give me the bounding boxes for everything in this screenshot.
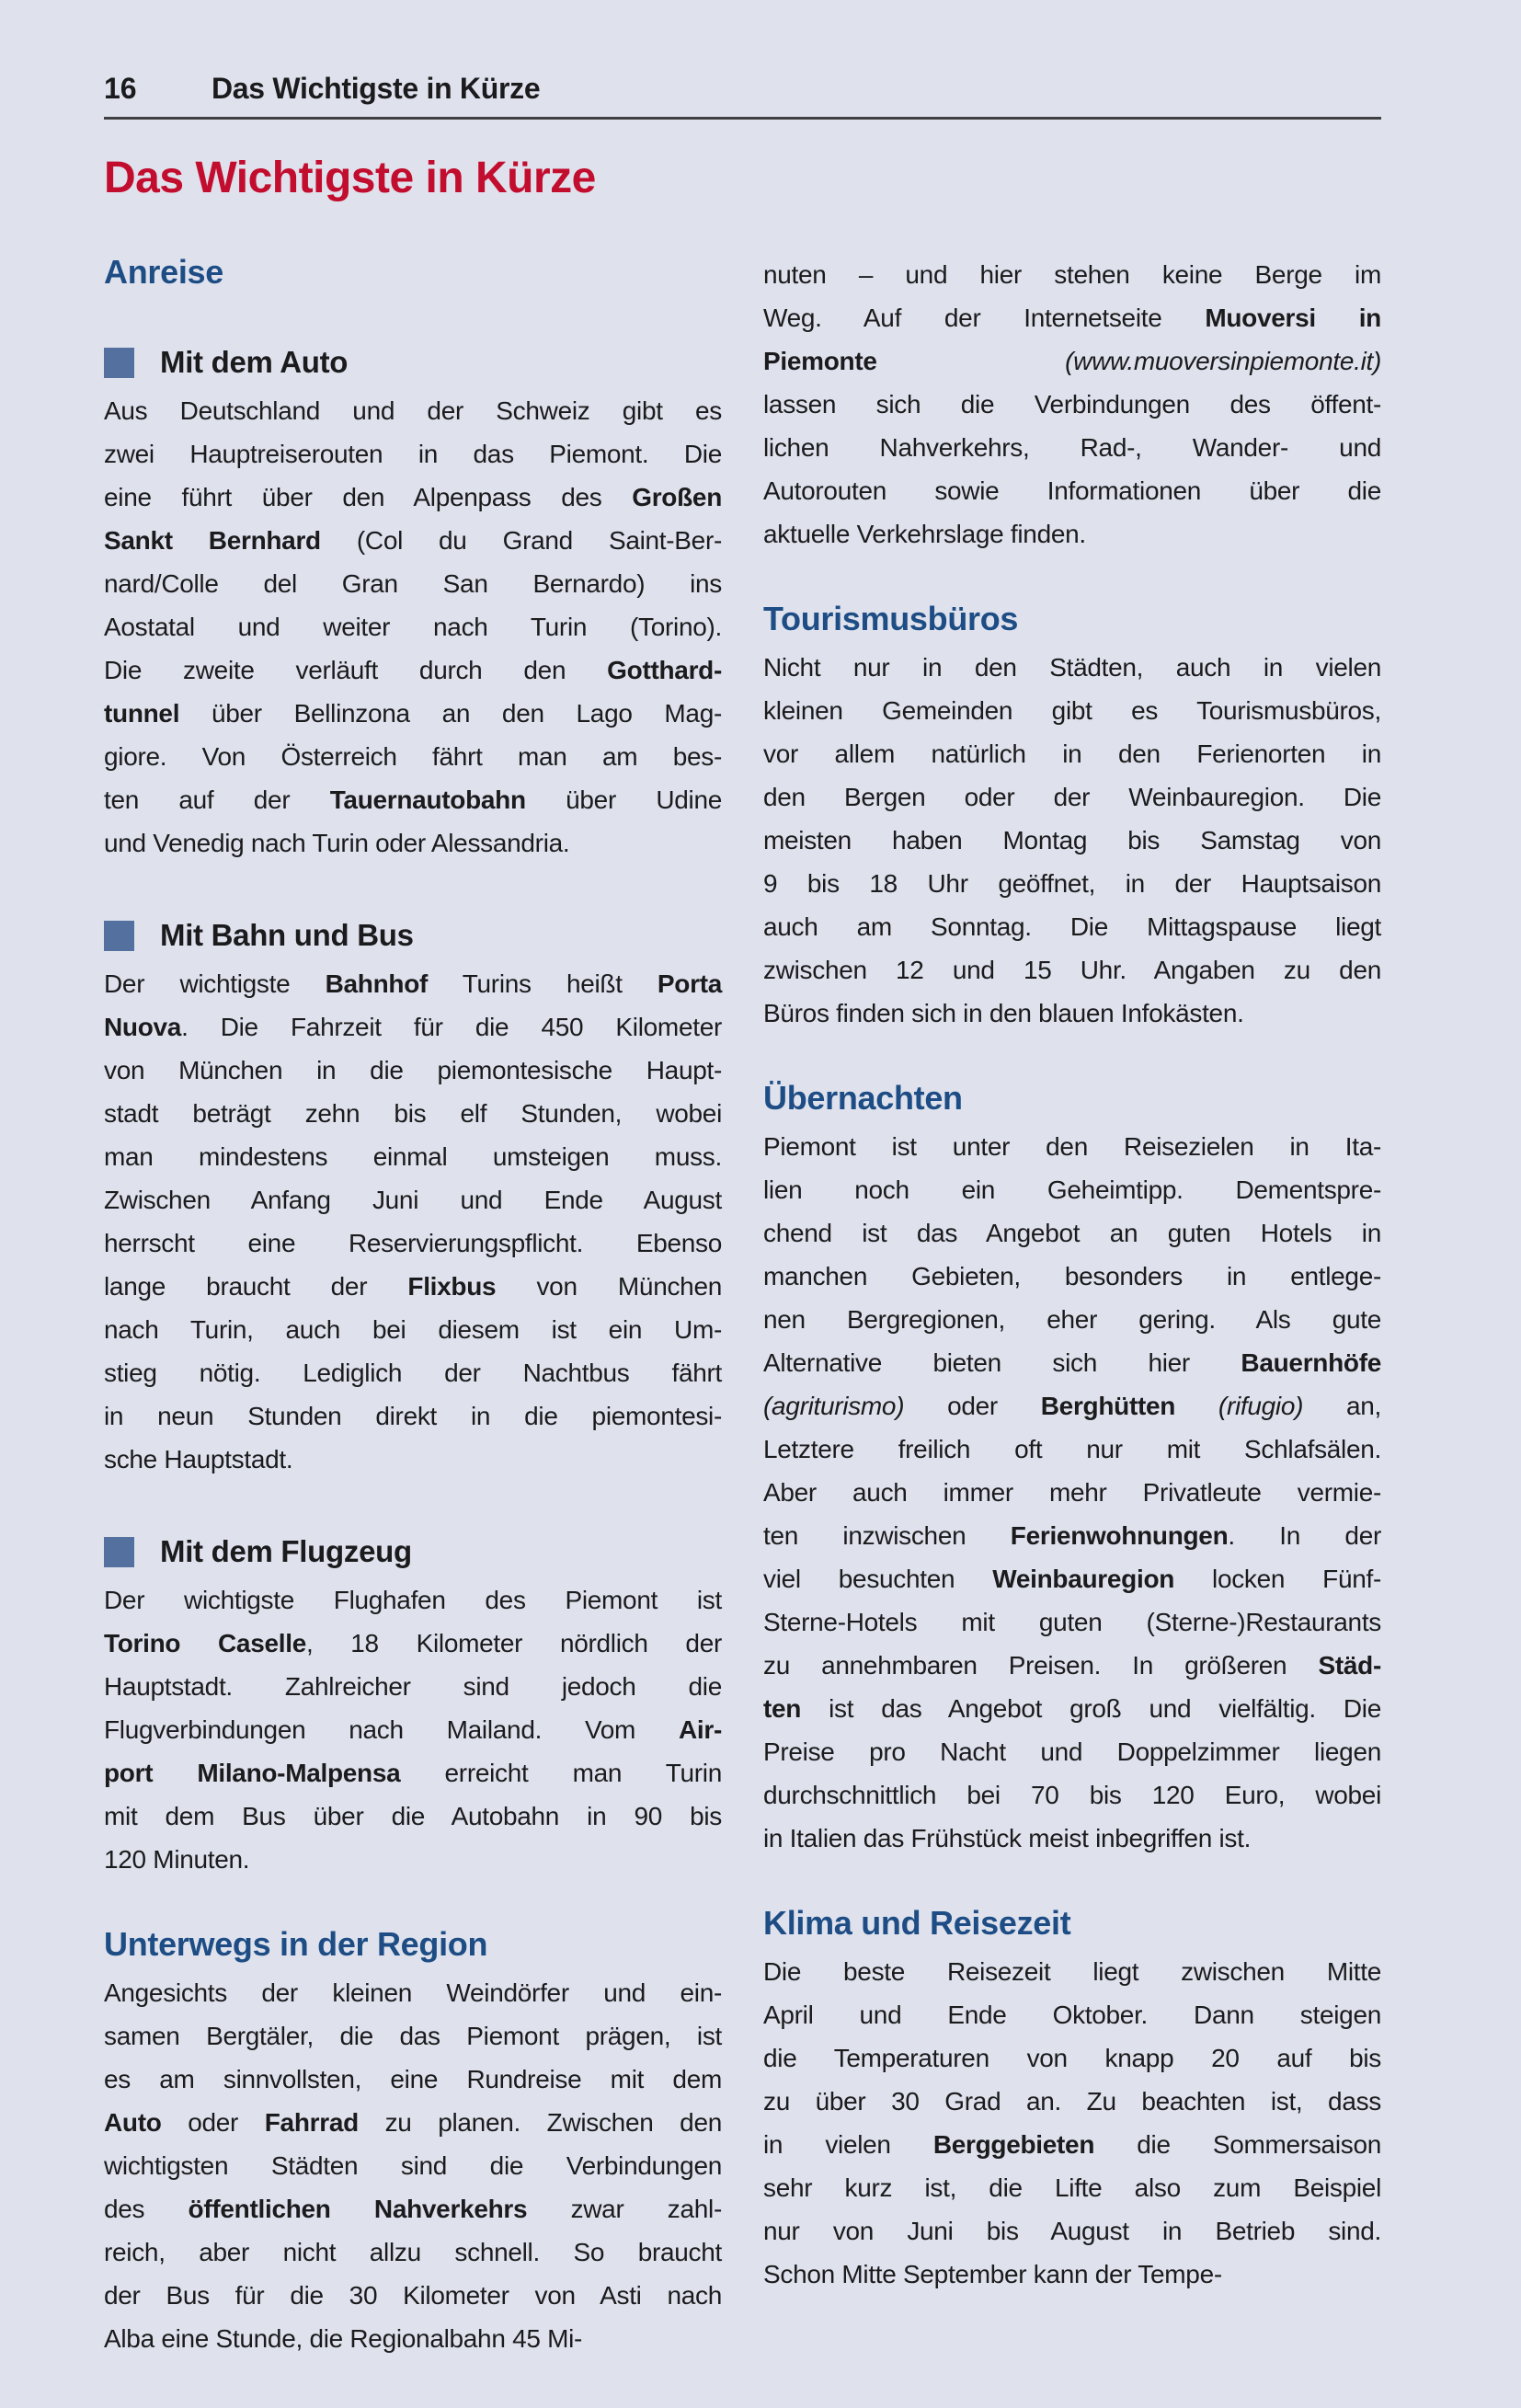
text-run: samen Bergtäler, die das Piemont prägen, ist: [104, 2022, 722, 2050]
text-run: Hauptstadt. Zahlreicher sind jedoch die: [104, 1672, 722, 1701]
text-run: stadt beträgt zehn bis elf Stunden, wobei: [104, 1099, 722, 1128]
text-line: [104, 1578, 722, 1622]
text-run: chend ist das Angebot an guten Hotels in: [763, 1219, 1381, 1247]
text-run: zwei Hauptreiserouten in das Piemont. Die: [104, 440, 722, 468]
text-run: [877, 347, 1065, 375]
text-line: [763, 646, 1381, 689]
text-line: [763, 1298, 1381, 1341]
text-run: nen Bergregionen, eher gering. Als gute: [763, 1305, 1381, 1334]
text-line: [104, 778, 722, 821]
text-line: [763, 1993, 1381, 2036]
text-run: Angesichts der kleinen Weindörfer und ein-: [104, 1978, 722, 2007]
paragraph: [104, 1578, 722, 1881]
text-run: in vielen: [763, 2130, 933, 2159]
text-line: [763, 2166, 1381, 2209]
text-line: [763, 1428, 1381, 1471]
text-line: [763, 862, 1381, 905]
text-run: nard/Colle del Gran San Bernardo) ins: [104, 569, 722, 598]
text-run: Muoversi in: [1205, 304, 1381, 332]
paragraph: [104, 389, 722, 865]
text-run: Berghütten: [1040, 1392, 1176, 1420]
text-run: Bauernhöfe: [1241, 1348, 1381, 1377]
text-line: [763, 1644, 1381, 1687]
text-run: herrscht eine Reservierungspflicht. Ebenso: [104, 1229, 722, 1257]
text-run: Zwischen Anfang Juni und Ende August: [104, 1186, 722, 1214]
text-line: [763, 1384, 1381, 1428]
section-heading: Unterwegs in der Region: [104, 1925, 488, 1963]
text-run: Gotthard-: [607, 656, 722, 684]
text-line: [763, 2209, 1381, 2253]
text-run: lien noch ein Geheimtipp. Dementspre-: [763, 1175, 1381, 1204]
text-run: Sterne-Hotels mit guten (Sterne-)Restaurants: [763, 1608, 1381, 1636]
text-line: [104, 1751, 722, 1795]
text-line: [763, 2080, 1381, 2123]
text-line: [104, 2058, 722, 2101]
text-run: erreicht man Turin: [400, 1759, 722, 1787]
page-title: Das Wichtigste in Kürze: [104, 154, 596, 202]
text-run: Schon Mitte September kann der Tempe-: [763, 2260, 1222, 2288]
text-line: [104, 1838, 722, 1881]
text-line: [104, 962, 722, 1005]
text-line: [104, 389, 722, 432]
text-run: sche Hauptstadt.: [104, 1445, 293, 1473]
text-run: wichtigsten Städten sind die Verbindungen: [104, 2151, 722, 2180]
text-run: Großen: [632, 483, 722, 511]
text-run: des: [104, 2195, 189, 2223]
text-line: [763, 512, 1381, 556]
text-run: Berggebieten: [932, 2130, 1095, 2159]
running-head: [104, 72, 1381, 120]
text-line: [104, 1005, 722, 1049]
text-run: Flugverbindungen nach Mailand. Vom: [104, 1715, 679, 1744]
text-run: lichen Nahverkehrs, Rad-, Wander- und: [763, 433, 1381, 462]
subsection-heading-label: Mit dem Flugzeug: [160, 1534, 412, 1568]
section-heading: Anreise: [104, 253, 223, 291]
paragraph: [104, 1971, 722, 2360]
text-line: [763, 775, 1381, 819]
two-column-layout: [104, 253, 1381, 2360]
text-line: [104, 1135, 722, 1178]
text-run: Sankt Bernhard: [104, 526, 321, 555]
text-run: Ferienwohnungen: [1010, 1521, 1229, 1550]
text-run: reich, aber nicht allzu schnell. So braucht: [104, 2238, 722, 2266]
text-line: [104, 648, 722, 692]
text-run: den Bergen oder der Weinbauregion. Die: [763, 783, 1381, 811]
text-run: [1175, 1392, 1218, 1420]
text-line: [104, 2014, 722, 2058]
text-run: Air-: [678, 1715, 722, 1744]
text-line: [763, 1730, 1381, 1773]
section-heading: Tourismusbüros: [763, 600, 1019, 637]
text-line: [763, 1168, 1381, 1211]
text-line: [104, 1795, 722, 1838]
paragraph: [763, 253, 1381, 556]
text-line: [763, 1471, 1381, 1514]
text-line: [104, 2187, 722, 2230]
text-line: [763, 383, 1381, 426]
bullet-square-icon: [104, 1537, 134, 1567]
text-run: , 18 Kilometer nördlich der: [305, 1629, 722, 1657]
text-run: stieg nötig. Lediglich der Nachtbus fährt: [104, 1359, 722, 1387]
text-line: [763, 905, 1381, 948]
paragraph: [763, 1125, 1381, 1860]
text-line: [763, 2036, 1381, 2080]
text-run: 9 bis 18 Uhr geöffnet, in der Hauptsaison: [763, 869, 1381, 898]
paragraph: [763, 646, 1381, 1035]
text-line: [104, 2101, 722, 2144]
text-run: Alba eine Stunde, die Regionalbahn 45 Mi-: [104, 2324, 583, 2353]
text-line: [763, 296, 1381, 339]
text-run: locken Fünf-: [1174, 1565, 1381, 1593]
text-run: (rifugio): [1218, 1392, 1304, 1420]
text-line: [104, 1351, 722, 1394]
bullet-square-icon: [104, 348, 134, 378]
text-run: Die beste Reisezeit liegt zwischen Mitte: [763, 1957, 1381, 1986]
page-number: 16: [104, 72, 137, 105]
text-run: zwar zahl-: [527, 2195, 722, 2223]
text-line: [104, 1971, 722, 2014]
text-run: Piemont ist unter den Reisezielen in Ita-: [763, 1132, 1381, 1161]
text-run: Porta: [657, 969, 722, 998]
text-line: [763, 1950, 1381, 1993]
text-line: [763, 1341, 1381, 1384]
text-line: [104, 1708, 722, 1751]
text-run: (agriturismo): [763, 1392, 905, 1420]
text-line: [763, 2253, 1381, 2296]
text-line: [104, 2230, 722, 2274]
bullet-square-icon: [104, 921, 134, 951]
text-line: [763, 1600, 1381, 1644]
text-run: zu annehmbaren Preisen. In größeren: [763, 1651, 1319, 1680]
text-line: [763, 732, 1381, 775]
text-line: [763, 1255, 1381, 1298]
text-run: und Venedig nach Turin oder Alessandria.: [104, 829, 570, 857]
text-run: Die zweite verläuft durch den: [104, 656, 608, 684]
text-run: Piemonte: [763, 347, 877, 375]
text-line: [763, 1687, 1381, 1730]
text-run: Städ-: [1318, 1651, 1381, 1680]
text-run: Aostatal und weiter nach Turin (Torino).: [104, 613, 722, 641]
text-line: [763, 339, 1381, 383]
text-line: [104, 2274, 722, 2317]
text-run: lange braucht der: [104, 1272, 408, 1301]
text-run: giore. Von Österreich fährt man am bes-: [104, 742, 722, 771]
running-head-title: Das Wichtigste in Kürze: [212, 72, 541, 105]
text-run: Der wichtigste: [104, 969, 326, 998]
text-line: [763, 992, 1381, 1035]
text-run: zu planen. Zwischen den: [358, 2108, 722, 2137]
text-run: oder: [904, 1392, 1041, 1420]
text-line: [104, 2317, 722, 2360]
text-line: [763, 469, 1381, 512]
text-run: meisten haben Montag bis Samstag von: [763, 826, 1381, 854]
text-run: Aber auch immer mehr Privatleute vermie-: [763, 1478, 1381, 1507]
text-line: [763, 1211, 1381, 1255]
subsection-heading: [104, 343, 722, 382]
text-run: durchschnittlich bei 70 bis 120 Euro, wobei: [763, 1781, 1381, 1809]
text-run: nur von Juni bis August in Betrieb sind.: [763, 2217, 1381, 2245]
text-line: [104, 1394, 722, 1438]
text-line: [763, 1557, 1381, 1600]
text-run: Nuova: [104, 1013, 182, 1041]
text-run: Aus Deutschland und der Schweiz gibt es: [104, 396, 722, 425]
text-line: [104, 2144, 722, 2187]
text-line: [104, 1178, 722, 1221]
text-line: [104, 1665, 722, 1708]
text-line: [104, 519, 722, 562]
text-run: man mindestens einmal umsteigen muss.: [104, 1142, 722, 1171]
subsection-heading: [104, 916, 722, 955]
text-line: [104, 1049, 722, 1092]
text-run: Torino Caselle: [104, 1629, 306, 1657]
text-run: Alternative bieten sich hier: [763, 1348, 1241, 1377]
text-line: [104, 735, 722, 778]
text-run: Preise pro Nacht und Doppelzimmer liegen: [763, 1737, 1381, 1766]
subsection-heading: [104, 1532, 722, 1571]
text-run: tunnel: [104, 699, 180, 728]
text-line: [104, 1265, 722, 1308]
text-run: Flixbus: [407, 1272, 497, 1301]
text-run: manchen Gebieten, besonders in entlege-: [763, 1262, 1381, 1290]
text-run: . Die Fahrzeit für die 450 Kilometer: [181, 1013, 722, 1041]
text-run: die Sommersaison: [1094, 2130, 1381, 2159]
text-run: April und Ende Oktober. Dann steigen: [763, 2001, 1381, 2029]
text-run: Letztere freilich oft nur mit Schlafsälen.: [763, 1435, 1381, 1463]
text-line: [104, 476, 722, 519]
text-run: Autorouten sowie Informationen über die: [763, 476, 1381, 505]
text-run: Nicht nur in den Städten, auch in vielen: [763, 653, 1381, 682]
text-run: ten: [763, 1694, 802, 1723]
text-run: mit dem Bus über die Autobahn in 90 bis: [104, 1802, 722, 1830]
text-run: von München: [496, 1272, 722, 1301]
text-run: an,: [1303, 1392, 1381, 1420]
text-run: ist das Angebot groß und vielfältig. Die: [801, 1694, 1381, 1723]
left-column: [104, 253, 722, 2360]
text-run: sehr kurz ist, die Lifte also zum Beispiel: [763, 2173, 1381, 2202]
text-line: [763, 819, 1381, 862]
text-line: [763, 1514, 1381, 1557]
text-run: viel besuchten: [763, 1565, 993, 1593]
text-line: [763, 1125, 1381, 1168]
right-column: [763, 253, 1381, 2360]
text-run: Tauernautobahn: [329, 785, 526, 814]
text-run: es am sinnvollsten, eine Rundreise mit dem: [104, 2065, 722, 2093]
text-run: in neun Stunden direkt in die piemontesi-: [104, 1402, 722, 1430]
text-run: auch am Sonntag. Die Mittagspause liegt: [763, 912, 1381, 941]
text-run: Turins heißt: [428, 969, 658, 998]
text-run: . In der: [1228, 1521, 1381, 1550]
text-run: von München in die piemontesische Haupt-: [104, 1056, 722, 1084]
text-run: ten inzwischen: [763, 1521, 1011, 1550]
text-run: port Milano-Malpensa: [104, 1759, 401, 1787]
text-line: [763, 2123, 1381, 2166]
text-line: [763, 1817, 1381, 1860]
text-line: [763, 1773, 1381, 1817]
text-line: [104, 562, 722, 605]
subsection-heading-label: Mit Bahn und Bus: [160, 918, 414, 952]
section-heading: Klima und Reisezeit: [763, 1904, 1071, 1942]
text-line: [104, 1438, 722, 1481]
text-run: über Udine: [525, 785, 722, 814]
text-run: in Italien das Frühstück meist inbegriffen ist.: [763, 1824, 1252, 1852]
text-line: [104, 605, 722, 648]
text-run: Weg. Auf der Internetseite: [763, 304, 1206, 332]
text-run: öffentlichen Nahverkehrs: [188, 2195, 528, 2223]
text-run: Büros finden sich in den blauen Infokästen.: [763, 999, 1244, 1027]
text-run: Fahrrad: [264, 2108, 359, 2137]
text-run: (Col du Grand Saint-Ber-: [320, 526, 722, 555]
text-line: [763, 948, 1381, 992]
text-run: der Bus für die 30 Kilometer von Asti nach: [104, 2281, 722, 2310]
text-line: [763, 426, 1381, 469]
text-run: ten auf der: [104, 785, 330, 814]
subsection-heading-label: Mit dem Auto: [160, 345, 349, 379]
text-run: (www.muoversinpiemonte.it): [1065, 347, 1381, 375]
text-line: [763, 253, 1381, 296]
text-line: [763, 689, 1381, 732]
text-run: kleinen Gemeinden gibt es Tourismusbüros,: [763, 696, 1381, 725]
text-run: über Bellinzona an den Lago Mag-: [179, 699, 722, 728]
paragraph: [104, 962, 722, 1481]
text-run: vor allem natürlich in den Ferienorten in: [763, 740, 1381, 768]
text-run: Der wichtigste Flughafen des Piemont ist: [104, 1586, 722, 1614]
text-run: Weinbauregion: [992, 1565, 1175, 1593]
text-run: oder: [161, 2108, 265, 2137]
text-run: lassen sich die Verbindungen des öffent-: [763, 390, 1381, 419]
text-line: [104, 1092, 722, 1135]
text-run: 120 Minuten.: [104, 1845, 250, 1874]
text-run: zwischen 12 und 15 Uhr. Angaben zu den: [763, 956, 1381, 984]
text-run: die Temperaturen von knapp 20 auf bis: [763, 2044, 1381, 2072]
text-run: Bahnhof: [325, 969, 429, 998]
text-run: aktuelle Verkehrslage finden.: [763, 520, 1086, 548]
text-line: [104, 1308, 722, 1351]
text-line: [104, 1622, 722, 1665]
text-run: zu über 30 Grad an. Zu beachten ist, dass: [763, 2087, 1381, 2116]
text-run: nuten – und hier stehen keine Berge im: [763, 260, 1381, 289]
text-run: nach Turin, auch bei diesem ist ein Um-: [104, 1315, 722, 1344]
text-line: [104, 821, 722, 865]
text-line: [104, 1221, 722, 1265]
paragraph: [763, 1950, 1381, 2296]
text-run: eine führt über den Alpenpass des: [104, 483, 633, 511]
text-run: Auto: [104, 2108, 162, 2137]
section-heading: Übernachten: [763, 1079, 963, 1117]
text-line: [104, 432, 722, 476]
text-line: [104, 692, 722, 735]
